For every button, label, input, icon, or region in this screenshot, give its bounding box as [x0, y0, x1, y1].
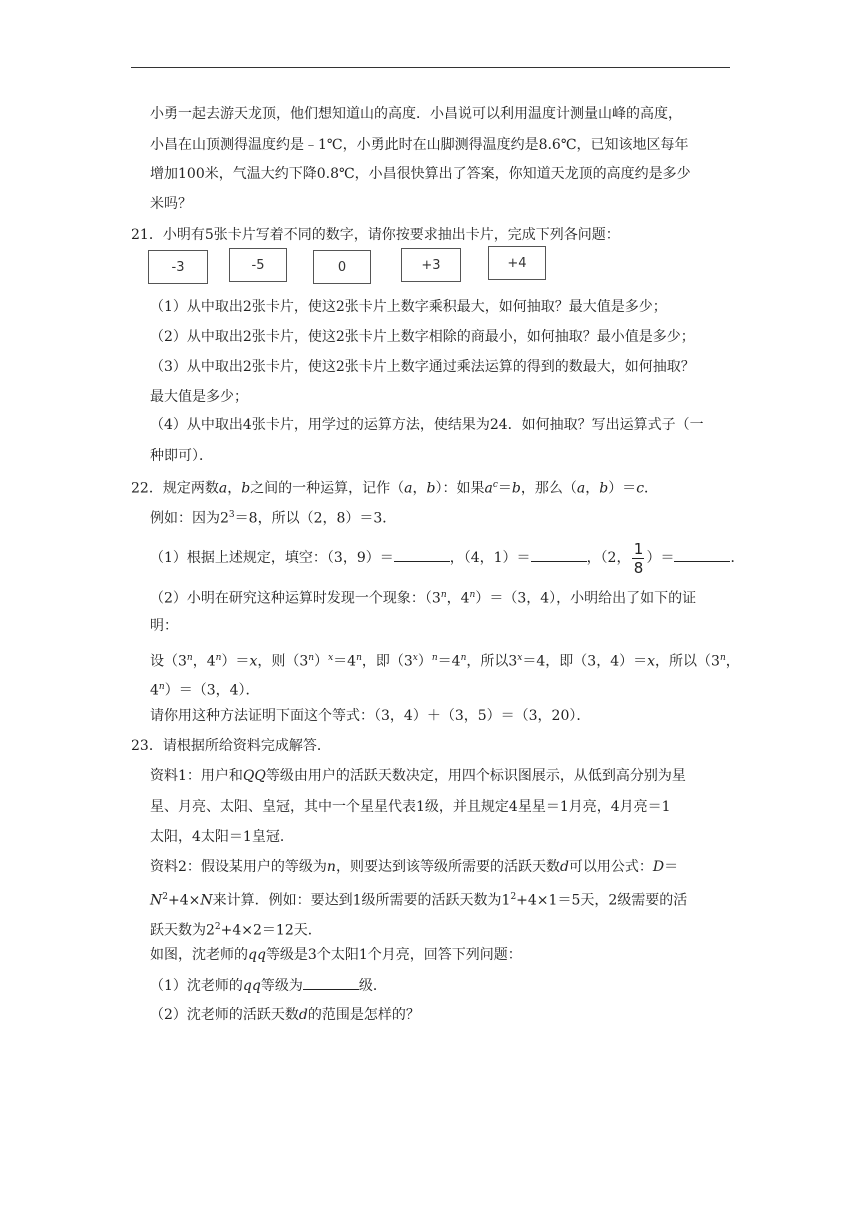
number-cards — [148, 250, 568, 286]
answer-blank[interactable] — [394, 547, 450, 562]
p23-material-2b: $N^2+4\times N$来计算．例如：要达到1级所需要的活跃天数为$1^2+4\times 1=5$天，2级需要的活 — [150, 892, 688, 909]
p21-q2: （2）从中取出2张卡片，使这2张卡片上数字相除的商最小，如何抽取？最小值是多少； — [150, 329, 695, 345]
card-5: +4 — [488, 246, 546, 280]
p21-q1: （1）从中取出2张卡片，使这2张卡片上数字乘积最大，如何抽取？最大值是多少； — [150, 299, 667, 315]
p22-q2: （2）小明在研究这种运算时发现一个现象：（3$^n$，$4^n)=(3$，4），小明给出了如下的证 — [150, 590, 697, 607]
answer-blank[interactable] — [674, 547, 730, 562]
p22-example: 例如：因为$2^3=8$，所以（2，8）＝3． — [150, 510, 397, 527]
p22-q2-cont: 明： — [150, 618, 178, 634]
card-2: -5 — [229, 248, 287, 282]
p20-line-3: 增加100米，气温大约下降0.8℃，小昌很快算出了答案，你知道天龙顶的高度约是多少 — [150, 166, 691, 182]
p21-q4-cont: 种即可）． — [150, 448, 213, 464]
p23-q2: （2）沈老师的活跃天数d的范围是怎样的？ — [150, 1007, 420, 1023]
p20-line-2: 小昌在山顶测得温度约是﹣1℃，小勇此时在山脚测得温度约是8.6℃，已知该地区每年 — [150, 137, 689, 153]
p20-line-4: 米吗？ — [150, 196, 192, 212]
p21-q3-cont: 最大值是多少； — [150, 389, 248, 405]
p23-stem: 23．请根据所给资料完成解答． — [131, 738, 331, 754]
p22-task: 请你用这种方法证明下面这个等式：（3，4）＋（3，5）＝（3，20）． — [150, 708, 591, 724]
p22-proof-2: $4^n)=(3$，4）． — [150, 682, 260, 699]
answer-blank[interactable] — [303, 975, 359, 990]
header-rule — [131, 67, 730, 68]
p23-material-2a: 资料2：假设某用户的等级为n，则要达到该等级所需要的活跃天数d可以用公式：D＝ — [150, 859, 679, 875]
p23-material-1a: 资料1：用户和QQ等级由用户的活跃天数决定，用四个标识图展示，从低到高分别为星 — [150, 768, 686, 784]
card-3: 0 — [313, 250, 371, 284]
p21-q4: （4）从中取出4张卡片，用学过的运算方法，使结果为24．如何抽取？写出运算式子（一 — [150, 417, 704, 433]
p22-proof-1: 设（3$^n$，$4^n)=x$，则$(3^n)^x=4^n$，即$(3^x)^n=4^n$，所以$3^x=4$，即（3，4）＝x，所以（3$^n$， — [150, 653, 740, 670]
p23-material-1b: 星、月亮、太阳、皇冠，其中一个星星代表1级，并且规定4星星＝1月亮，4月亮＝1 — [150, 799, 671, 815]
card-1: -3 — [148, 250, 208, 284]
p21-q3: （3）从中取出2张卡片，使这2张卡片上数字通过乘法运算的得到的数最大，如何抽取？ — [150, 359, 695, 375]
fraction-one-eighth: $\frac{1}{8}$ — [633, 539, 644, 577]
card-4: +3 — [401, 248, 461, 282]
p22-q1: （1）根据上述规定，填空：（3，9）＝ ，（4，1）＝ ，（2， $\frac{1}{8}$ ）＝ ． — [150, 539, 745, 577]
answer-blank[interactable] — [531, 547, 587, 562]
p22-stem: 22．规定两数a，b之间的一种运算，记作（a，b）：如果$a^c=b$，那么（a，b）＝c． — [131, 480, 659, 497]
p23-material-2c: 跃天数为$2^2+4\times 2=12$天． — [150, 922, 322, 939]
p23-material-1c: 太阳，4太阳＝1皇冠． — [150, 829, 294, 845]
p23-q1: （1）沈老师的qq等级为 级． — [150, 975, 387, 996]
p23-figure-note: 如图，沈老师的qq等级是3个太阳1个月亮，回答下列问题： — [150, 947, 522, 963]
p21-stem: 21．小明有5张卡片写着不同的数字，请你按要求抽出卡片，完成下列各问题： — [131, 227, 620, 243]
p20-line-1: 小勇一起去游天龙顶，他们想知道山的高度．小昌说可以利用温度计测量山峰的高度， — [150, 106, 682, 122]
